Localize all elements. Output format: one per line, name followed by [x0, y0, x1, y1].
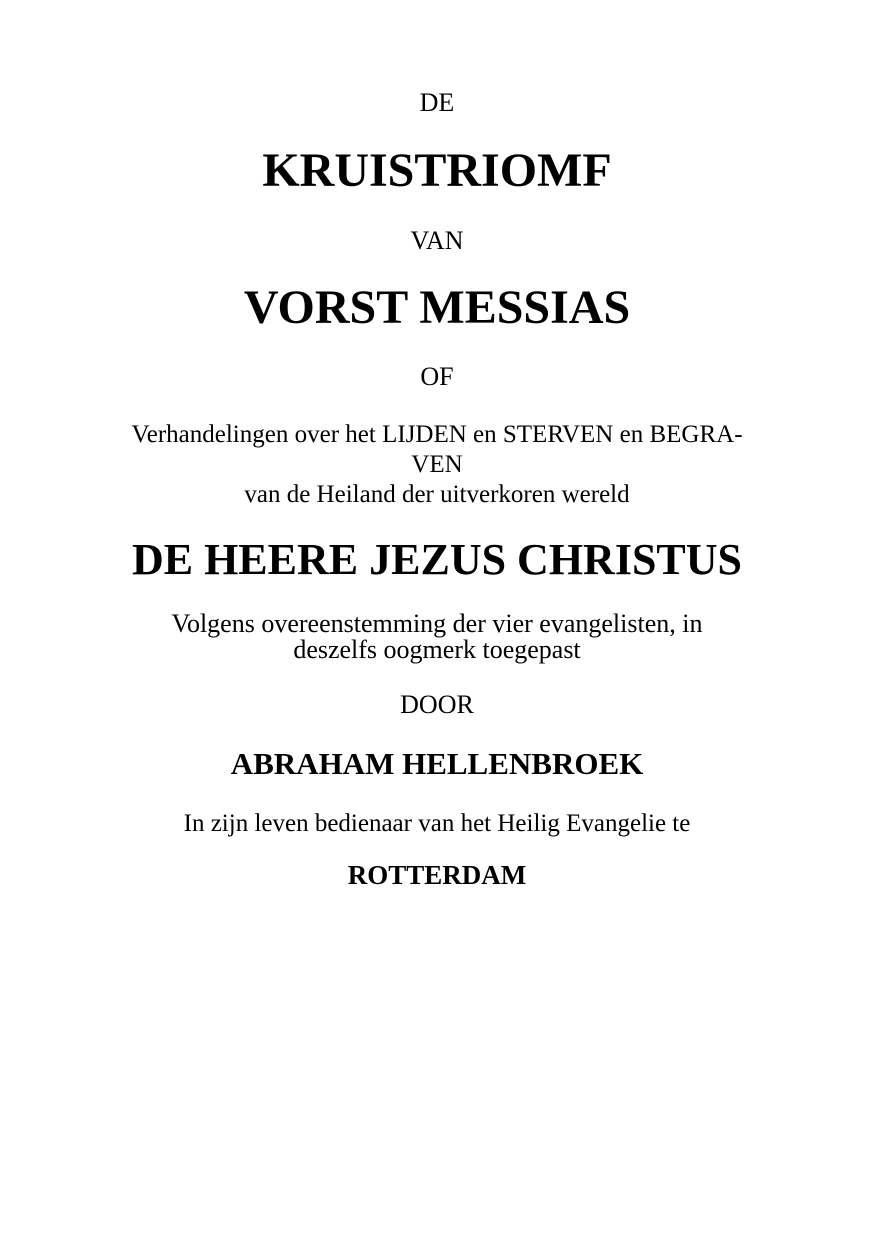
subtitle-line-1: Verhandelingen over het LIJDEN en STERVEN en BEGRA- — [131, 421, 743, 448]
main-title-vorst-messias: VORST MESSIAS — [243, 281, 631, 334]
main-title-kruistriomf: KRUISTRIOMF — [262, 144, 612, 197]
author-name: ABRAHAM HELLENBROEK — [230, 746, 644, 781]
concordance-line-2: deszelfs oogmerk toegepast — [293, 635, 581, 664]
word-of: OF — [420, 362, 454, 391]
word-van: VAN — [410, 226, 464, 255]
word-de: DE — [419, 88, 455, 117]
concordance-line-1: Volgens overeenstemming der vier evangelisten, in — [171, 609, 703, 638]
heading-jezus-christus: DE HEERE JEZUS CHRISTUS — [131, 535, 743, 584]
word-door: DOOR — [400, 690, 474, 719]
city-name: ROTTERDAM — [347, 860, 527, 890]
subtitle-line-2: VEN — [411, 451, 463, 478]
author-role: In zijn leven bedienaar van het Heilig Evangelie te — [183, 810, 691, 837]
subtitle-line-3: van de Heiland der uitverkoren wereld — [244, 481, 630, 508]
